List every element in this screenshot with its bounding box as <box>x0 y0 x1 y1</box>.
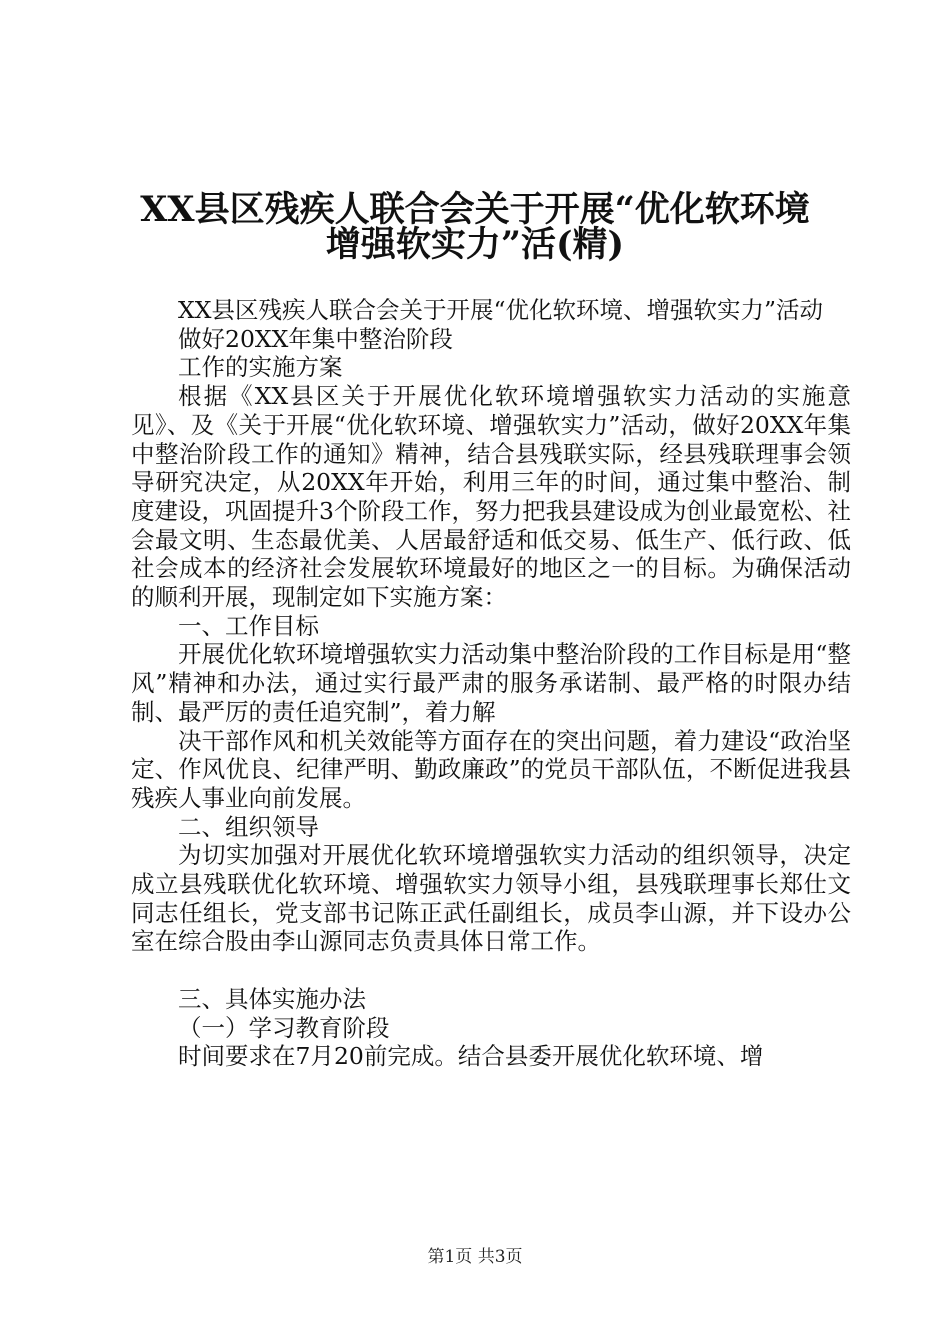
section-heading-implementation: 三、具体实施办法 <box>178 984 366 1013</box>
paragraph-organization: 为切实加强对开展优化软环境增强软实力活动的组织领导，决定成立县残联优化软环境、增强软实力领导小组，县残联理事长郑仕文同志任组长，党支部书记陈正武任副组长，成员李山源，并下设办公室在综合股由李山源同志负责具体日常工作。 <box>131 841 851 956</box>
subsection-heading-study: （一）学习教育阶段 <box>178 1013 390 1042</box>
paragraph-heading-stage: 做好20XX年集中整治阶段 <box>178 324 453 353</box>
section-heading-organization: 二、组织领导 <box>178 812 319 841</box>
paragraph-goals-2: 决干部作风和机关效能等方面存在的突出问题，着力建设“政治坚定、作风优良、纪律严明、勤政廉政”的党员干部队伍，不断促进我县残疾人事业向前发展。 <box>131 726 851 812</box>
paragraph-goals-1: 开展优化软环境增强软实力活动集中整治阶段的工作目标是用“整风”精神和办法，通过实行最严肃的服务承诺制、最严格的时限办结制、最严厉的责任追究制”，着力解 <box>131 640 851 726</box>
paragraph-heading-plan: 工作的实施方案 <box>178 353 343 382</box>
document-title-line-2: 增强软实力”活(精) <box>325 224 625 265</box>
document-body <box>131 296 851 1071</box>
page-number-footer: 第1页 共3页 <box>427 1247 523 1267</box>
document-title-line-1: XX县区残疾人联合会关于开展“优化软环境 <box>140 189 810 230</box>
paragraph-study: 时间要求在7月20前完成。结合县委开展优化软环境、增 <box>178 1042 764 1071</box>
paragraph-heading-intro: XX县区残疾人联合会关于开展“优化软环境、增强软实力”活动 <box>178 296 823 324</box>
paragraph-basis: 根据《XX县区关于开展优化软环境增强软实力活动的实施意见》、及《关于开展“优化软环境、增强软实力”活动，做好20XX年集中整治阶段工作的通知》精神，结合县残联实际，经县残联理事会领导研究决定，从20XX年开始，利用三年的时间，通过集中整治、制度建设，巩固提升3个阶段工作，努力把我县建设成为创业最宽松、社会最文明、生态最优美、人居最舒适和低交易、低生产、低行政、低社会成本的经济社会发展软环境最好的地区之一的目标。为确保活动的顺利开展，现制定如下实施方案： <box>131 382 851 612</box>
section-heading-goals: 一、工作目标 <box>178 611 319 640</box>
paragraph-spacer <box>131 956 851 985</box>
